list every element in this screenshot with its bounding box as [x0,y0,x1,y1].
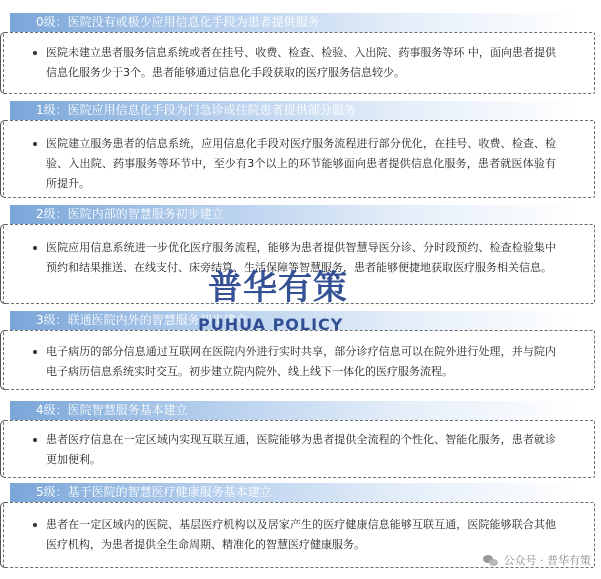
level-4-bracket [0,420,6,478]
level-1-description: 医院建立服务患者的信息系统，应用信息化手段对医疗服务流程进行部分优化，在挂号、收费、检查、检验、入出院、药事服务等环节中，至少有3个以上的环节能够面向患者提供信息化服务，患者就医体验有所提升。 [46,137,556,190]
level-4-description: 患者医疗信息在一定区域内实现互联互通，医院能够为患者提供全流程的个性化、智能化服务，患者就诊更加便利。 [46,433,556,466]
level-0-bracket [0,32,6,94]
level-3-bullet [33,350,37,354]
level-0-title: 0级：医院没有或极少应用信息化手段为患者提供服务 [10,13,578,32]
footer-source [483,552,592,570]
level-3-title: 3级：联通医院内外的智慧服务初步建立 [10,311,578,330]
level-4-title: 4级：医院智慧服务基本建立 [10,401,578,420]
level-0-bullet [33,51,37,55]
level-1-bracket [0,120,6,198]
level-5-title: 5级：基于医院的智慧医疗健康服务基本建立 [10,483,578,502]
level-5-bracket [0,502,6,568]
level-3-bracket [0,330,6,390]
watermark-en: PUHUA POLICY [198,315,344,334]
level-2-bullet [33,246,37,250]
wechat-icon [483,555,498,567]
footer-text: 公众号 · 普华有策 [503,554,591,567]
level-5-bullet [33,523,37,527]
level-5-description: 患者在一定区域内的医院、基层医疗机构以及居家产生的医疗健康信息能够互联互通，医院能够联合其他医疗机构，为患者提供全生命周期、精准化的智慧医疗健康服务。 [46,518,556,551]
level-2-bracket [0,224,6,304]
level-0-description: 医院未建立患者服务信息系统或者在挂号、收费、检查、检验、入出院、药事服务等环 中，面向患者提供信息化服务少于3个。患者能够通过信息化手段获取的医疗服务信息较少。 [46,46,556,79]
level-2-description: 医院应用信息系统进一步优化医疗服务流程，能够为患者提供智慧导医分诊、分时段预约、检查检验集中预约和结果推送、在线支付、床旁结算、生活保障等智慧服务，患者能够便捷地获取医疗服务相关信息。 [46,241,556,274]
level-2-title: 2级：医院内部的智慧服务初步建立 [10,205,578,224]
level-4-bullet [33,438,37,442]
watermark-cn: 普华有策 [208,268,348,308]
level-1-bullet [33,142,37,146]
level-1-title: 1级：医院应用信息化手段为门急诊或住院患者提供部分服务 [10,101,578,120]
level-3-description: 电子病历的部分信息通过互联网在医院内外进行实时共享，部分诊疗信息可以在院外进行处理，并与院内电子病历信息系统实时交互。初步建立院内院外、线上线下一体化的医疗服务流程。 [46,345,556,378]
